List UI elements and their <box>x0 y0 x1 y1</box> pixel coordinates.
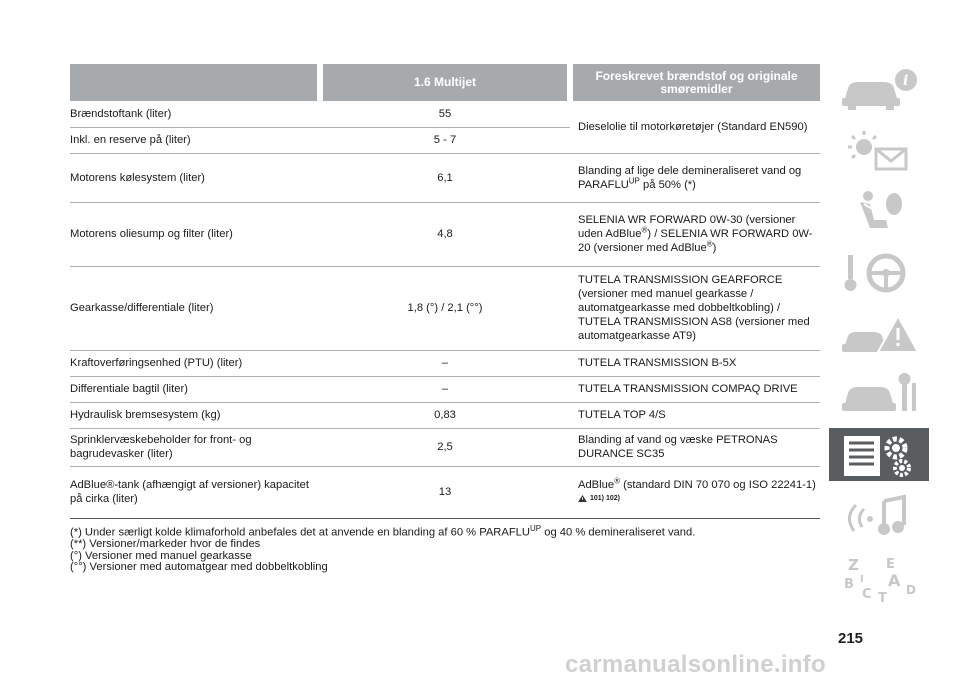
specs-gear-icon <box>834 430 924 480</box>
header-empty <box>70 64 320 101</box>
airbag-seat-icon <box>834 186 924 236</box>
fuel-text: SELENIA WR FORWARD 0W-30 (versioner uden AdBlue <box>578 214 796 240</box>
table-row <box>70 153 820 202</box>
row-fuel: TUTELA TRANSMISSION COMPAQ DRIVE <box>570 376 820 402</box>
row-label: Gearkasse/differentiale (liter) <box>70 266 320 350</box>
table-row <box>70 202 820 266</box>
svg-text:B: B <box>844 576 854 592</box>
row-value: – <box>320 350 570 376</box>
warning-car-icon <box>834 308 924 358</box>
table-row <box>70 266 820 350</box>
header-fuel: Foreskrevet brændstof og originale smøremidler <box>570 64 820 101</box>
row-label: Motorens oliesump og filter (liter) <box>70 202 320 266</box>
svg-text:Z: Z <box>848 555 859 574</box>
footnotes <box>70 523 830 574</box>
row-fuel: TUTELA TRANSMISSION GEARFORCE (versioner med manuel gearkasse / automatgearkasse med dobbeltkobling) / TUTELA TRANSMISSION AS8 (versioner med automatgearkasse AT9) <box>570 266 820 350</box>
steering-key-icon <box>834 247 924 297</box>
fuel-sup: ® <box>706 239 713 249</box>
fuel-text: (standard DIN 70 070 og ISO 22241-1) <box>619 478 816 491</box>
row-label: Hydraulisk bremsesystem (kg) <box>70 402 320 428</box>
row-fuel <box>570 202 820 266</box>
row-fuel: Blanding af vand og væske PETRONAS DURANCE SC35 <box>570 428 820 466</box>
svg-text:C: C <box>862 586 872 602</box>
fuel-sup: ® <box>614 476 620 486</box>
row-value: 4,8 <box>320 202 570 266</box>
footnote: (°°) Versioner med automatgear med dobbeltkobling <box>70 561 328 574</box>
watermark: carmanualsonline.info <box>565 651 827 678</box>
footnote-sup: UP <box>529 524 542 533</box>
tab-lights-messages[interactable] <box>829 123 929 176</box>
fuel-text: på 50% (*) <box>639 178 696 191</box>
row-value: 6,1 <box>320 153 570 202</box>
row-fuel: TUTELA TRANSMISSION B-5X <box>570 350 820 376</box>
fuel-text: AdBlue <box>578 478 615 491</box>
table-row <box>70 376 820 402</box>
row-value: 13 <box>320 466 570 518</box>
tab-emergency[interactable] <box>829 306 929 359</box>
row-value: 1,8 (°) / 2,1 (°°) <box>320 266 570 350</box>
spec-table <box>70 64 820 519</box>
alphabet-index-icon <box>834 552 924 602</box>
row-label: Inkl. en reserve på (liter) <box>70 127 320 153</box>
tab-maintenance[interactable] <box>829 367 929 420</box>
page-number: 215 <box>838 630 864 647</box>
footnote: (**) Versioner/markeder hvor de findes <box>70 538 261 551</box>
row-label: Sprinklervæskebeholder for front- og bagrudevasker (liter) <box>70 428 320 466</box>
row-value: 2,5 <box>320 428 570 466</box>
table-row <box>70 402 820 428</box>
footnote-text: (*) Under særligt kolde klimaforhold anbefales det at anvende en blanding af 60 % PARAFLU <box>70 526 530 539</box>
svg-text:D: D <box>906 582 916 597</box>
svg-text:I: I <box>860 573 864 585</box>
footnote: (°) Versioner med manuel gearkasse <box>70 549 252 562</box>
tab-index[interactable] <box>829 550 929 603</box>
tab-driving[interactable] <box>829 245 929 298</box>
row-label: Differentiale bagtil (liter) <box>70 376 320 402</box>
fuel-sup: UP <box>628 175 640 185</box>
tab-multimedia[interactable] <box>829 489 929 542</box>
car-tools-icon <box>834 369 924 419</box>
row-fuel <box>570 466 820 518</box>
warning-triangle-icon <box>578 495 587 502</box>
row-value: 55 <box>320 101 570 127</box>
table-row <box>70 466 820 518</box>
row-label: Motorens kølesystem (liter) <box>70 153 320 202</box>
fuel-text: ) / SELENIA WR FORWARD 0W-20 (versioner med AdBlue <box>578 228 813 254</box>
table-row <box>70 101 820 127</box>
svg-text:E: E <box>886 556 895 572</box>
row-value: 0,83 <box>320 402 570 428</box>
footnote-text: og 40 % demineraliseret vand. <box>541 526 696 539</box>
header-engine: 1.6 Multijet <box>320 64 570 101</box>
fuel-text: Blanding af lige dele demineraliseret vand og PARAFLU <box>578 164 802 191</box>
table-row <box>70 350 820 376</box>
table-header-row <box>70 64 820 101</box>
warning-ref-label: 101) 102) <box>590 494 620 502</box>
row-fuel <box>570 153 820 202</box>
row-fuel: TUTELA TOP 4/S <box>570 402 820 428</box>
row-label: Brændstoftank (liter) <box>70 101 320 127</box>
warning-ref[interactable] <box>578 492 620 506</box>
lights-message-icon <box>834 125 924 175</box>
row-fuel: Dieselolie til motorkøretøjer (Standard EN590) <box>570 101 820 153</box>
tab-car-info[interactable] <box>829 62 929 115</box>
fuel-text: ) <box>712 242 717 254</box>
tab-technical-data[interactable] <box>829 428 929 481</box>
row-label: AdBlue®-tank (afhængigt af versioner) kapacitet på cirka (liter) <box>70 466 320 518</box>
row-label: Kraftoverføringsenhed (PTU) (liter) <box>70 350 320 376</box>
table-row <box>70 428 820 466</box>
chapter-tabs <box>829 62 929 611</box>
svg-text:T: T <box>878 590 887 602</box>
svg-text:A: A <box>888 570 901 590</box>
car-info-icon <box>834 64 924 114</box>
svg-text:i: i <box>903 72 909 89</box>
row-value: 5 - 7 <box>320 127 570 153</box>
fuel-sup: ® <box>641 225 648 235</box>
multimedia-icon <box>834 491 924 541</box>
tab-safety[interactable] <box>829 184 929 237</box>
footnote <box>70 523 830 539</box>
row-value: – <box>320 376 570 402</box>
